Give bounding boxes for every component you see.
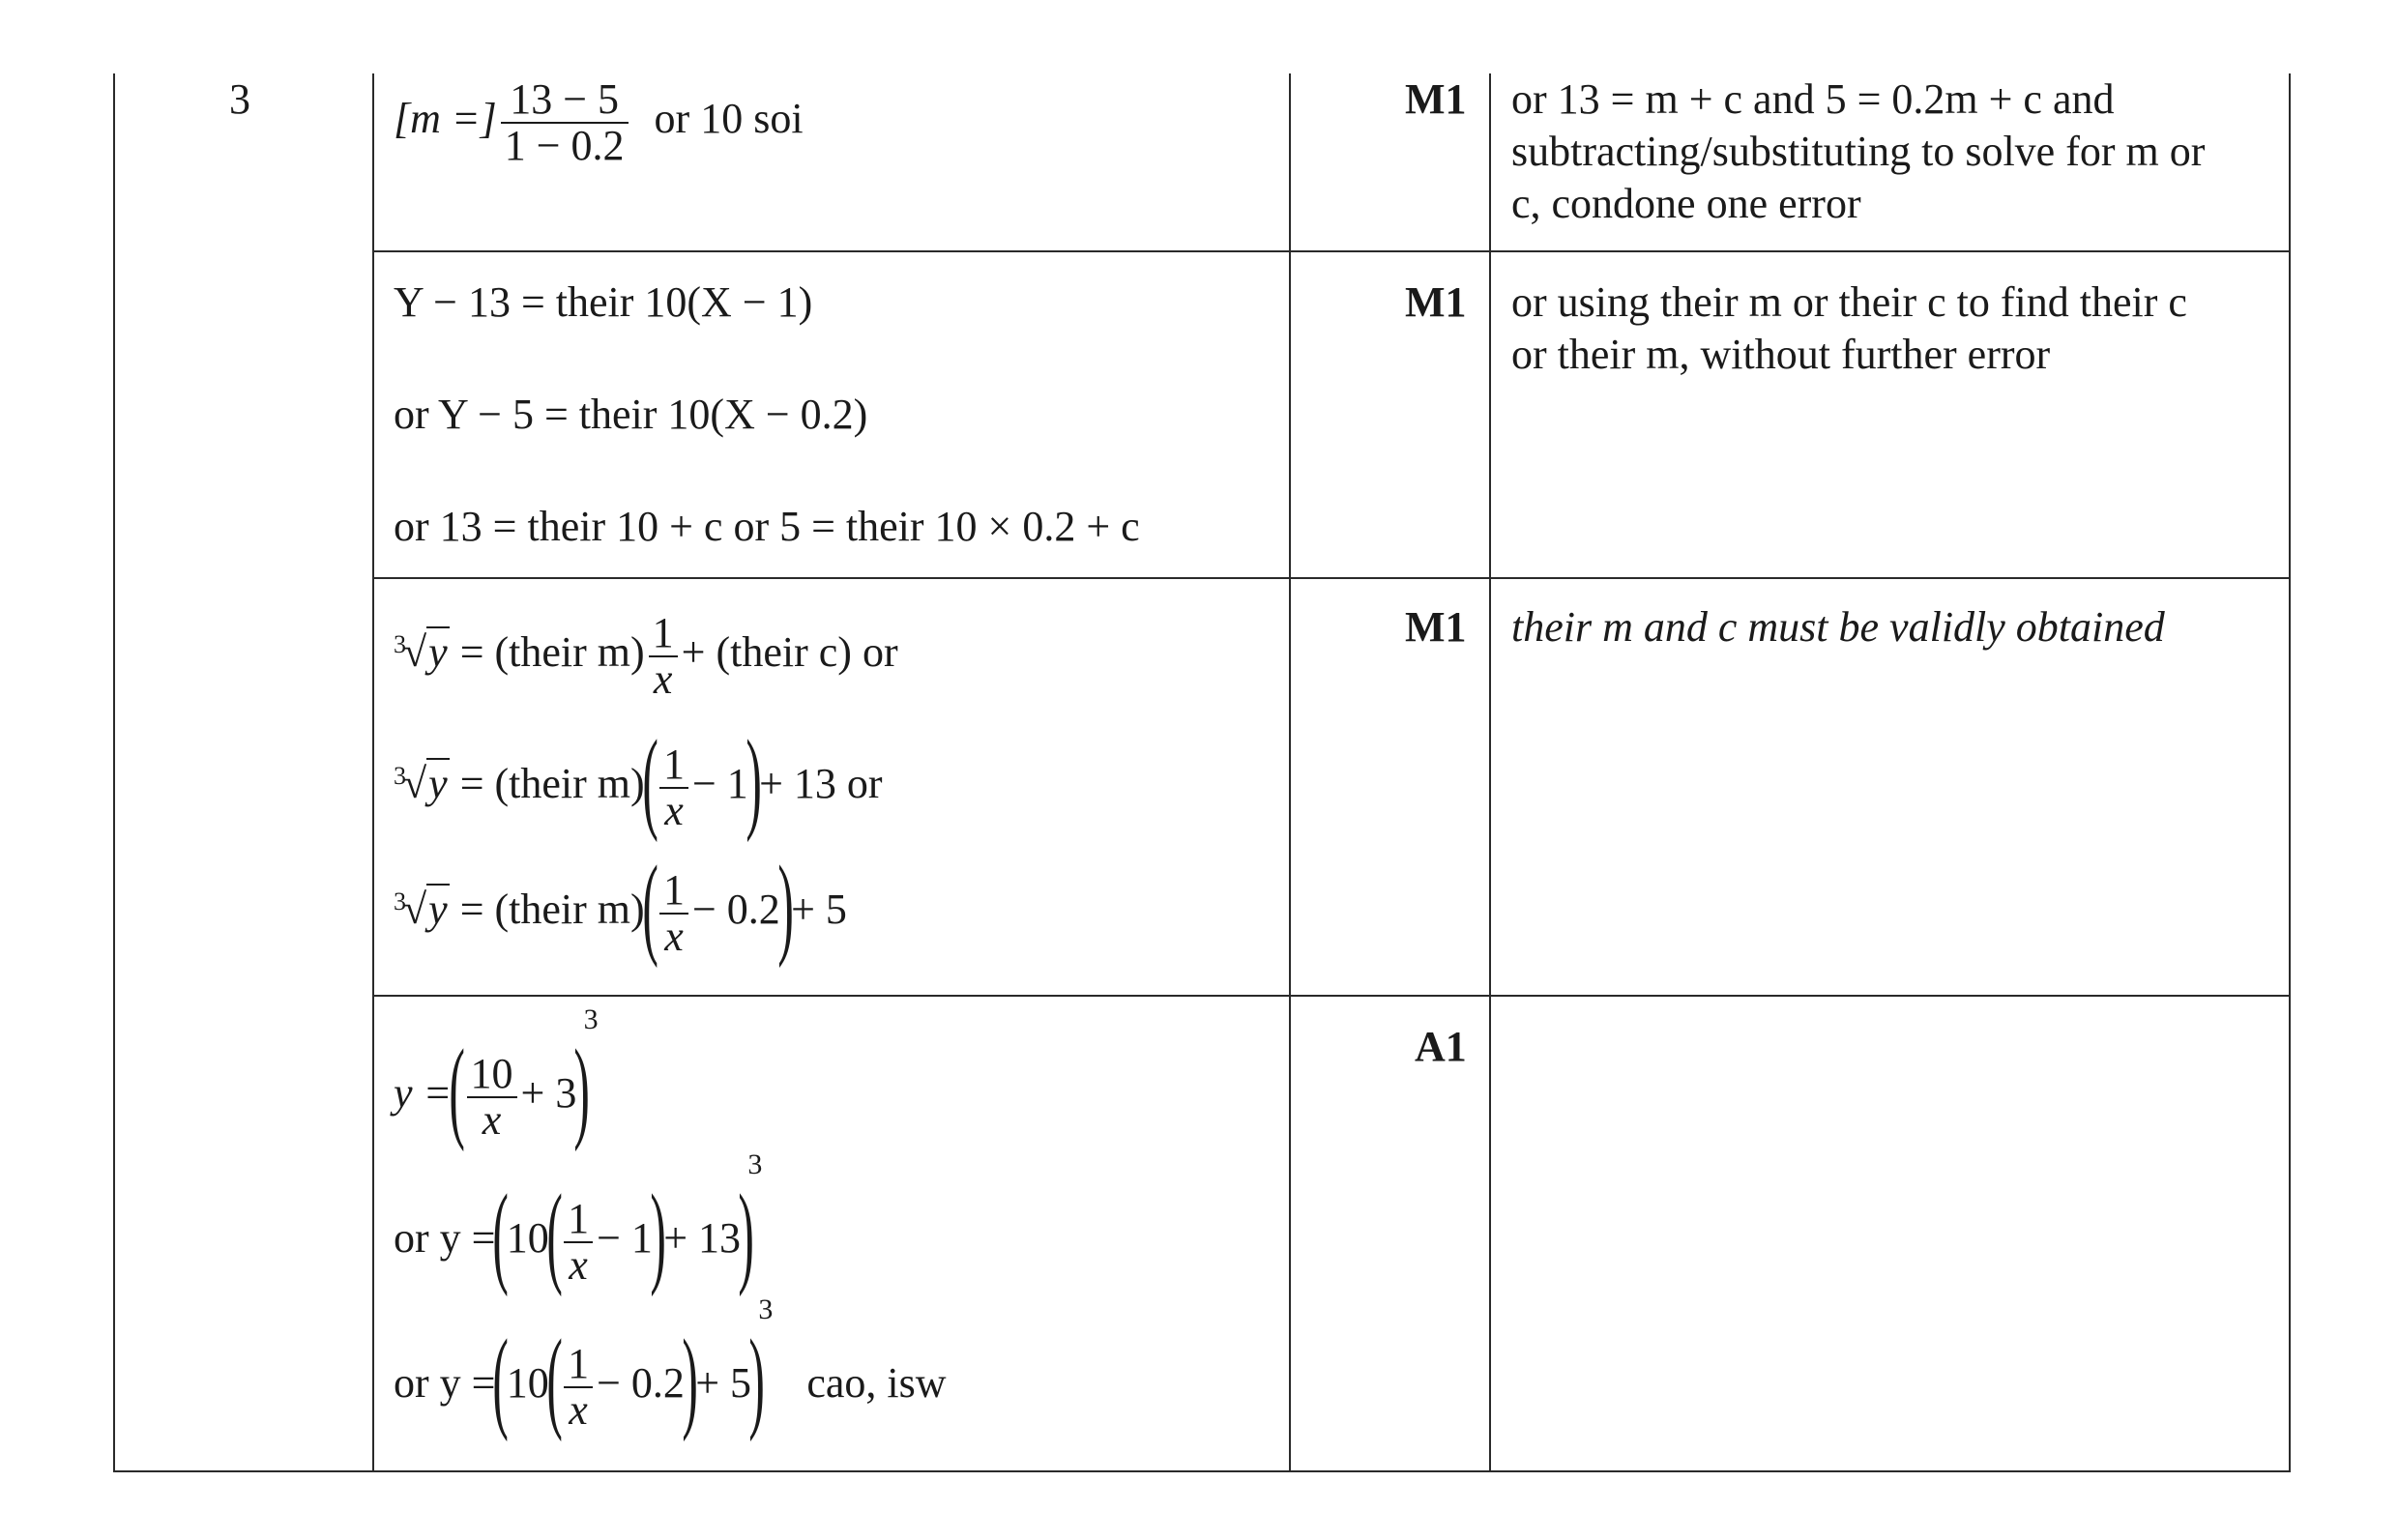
row4-l1-frac — [467, 1052, 517, 1143]
row2-answer-line1: Y − 13 = their 10(X − 1) — [394, 278, 813, 326]
row3-answer-line1 — [394, 611, 898, 702]
table-border-right — [2289, 73, 2291, 1472]
row3-l2-b: + 13 or — [759, 760, 883, 808]
row3-l3-in: − 0.2 — [691, 886, 780, 934]
row4-l3-post: + 5 — [695, 1359, 752, 1408]
row4-l1-in: + 3 — [520, 1069, 577, 1118]
row4-l2-num: 1 — [564, 1197, 593, 1243]
row2-mark: M1 — [1405, 278, 1467, 326]
row1-guidance-line3: c, condone one error — [1511, 180, 1861, 227]
row3-l2-in: − 1 — [691, 760, 748, 808]
table-border-left — [113, 73, 115, 1472]
column-divider-guidance — [1489, 73, 1491, 1472]
row2-answer-line2: or Y − 5 = their 10(X − 0.2) — [394, 391, 868, 438]
row4-l3-pre: or y = — [394, 1359, 496, 1408]
row4-l2-frac — [564, 1197, 593, 1288]
row3-l1-num: 1 — [649, 611, 678, 657]
row4-answer-line3: or y =(10( $\frac{1}{x}$ − 0.2)+ 5)$^3$ cao, isw — [394, 1293, 947, 1442]
row1-answer — [394, 77, 804, 168]
column-divider-marks — [1289, 73, 1291, 1472]
cube-root-3: 3 √y — [394, 884, 450, 936]
row3-l3-a: = (their m) — [459, 886, 645, 934]
row2-guidance-line2: or their m, without further error — [1511, 331, 2051, 378]
row3-mark: M1 — [1405, 603, 1467, 651]
row4-l1-power: 3 — [583, 1003, 599, 1035]
row3-l2-a: = (their m) — [459, 760, 645, 808]
row-divider-3 — [372, 995, 2289, 997]
row4-l1-num: 10 — [467, 1052, 517, 1098]
row4-l2-ten: 10 — [506, 1214, 549, 1263]
root-radicand-2: y — [428, 760, 448, 808]
row4-l3-power: 3 — [758, 1293, 774, 1325]
mark-scheme-table — [113, 73, 2289, 1472]
row3-answer-line3: 3 √y = (their m)( $\frac{1}{x}$ − 0.2)+ 5 — [394, 842, 847, 969]
row3-guidance: their m and c must be validly obtained — [1511, 603, 2165, 651]
row3-l3-frac — [659, 868, 688, 959]
row1-guidance-line2: subtracting/substituting to solve for m or — [1511, 128, 2206, 175]
row4-l3-den: x — [569, 1386, 588, 1434]
row2-answer-line3: or 13 = their 10 + c or 5 = their 10 × 0.2 + c — [394, 503, 1140, 550]
row2-guidance-line1: or using their m or their c to find their c — [1511, 278, 2187, 326]
row2-guidance — [1511, 276, 2275, 381]
row4-l2-power: 3 — [747, 1148, 763, 1180]
row3-answer-line2: 3 √y = (their m)( $\frac{1}{x}$ − 1)+ 13 or — [394, 716, 883, 843]
row3-l2-den: x — [664, 787, 684, 834]
question-number: 3 — [229, 75, 250, 123]
row1-answer-tail: or 10 soi — [654, 95, 804, 143]
row-divider-1 — [372, 250, 2289, 252]
row3-l3-den: x — [664, 913, 684, 960]
row4-l2-den: x — [569, 1241, 588, 1289]
row3-l3-num: 1 — [659, 868, 688, 915]
row4-l3-num: 1 — [564, 1342, 593, 1388]
row4-l3-ten: 10 — [506, 1359, 549, 1408]
row4-l2-post: + 13 — [663, 1214, 742, 1263]
row1-fraction — [501, 77, 629, 168]
row1-frac-den: 1 − 0.2 — [504, 122, 625, 169]
row1-bracket: [m =] — [394, 95, 497, 143]
root-radicand-3: y — [428, 886, 448, 934]
row3-l1-b: + (their c) or — [681, 628, 898, 677]
row1-mark: M1 — [1405, 75, 1467, 123]
table-border-bottom — [113, 1470, 2291, 1472]
row4-l1-pre: y = — [394, 1069, 453, 1118]
row3-l1-frac — [649, 611, 678, 702]
root-radicand: y — [428, 628, 448, 677]
row4-l3-in: − 0.2 — [597, 1359, 685, 1408]
row3-l1-a: = (their m) — [459, 628, 645, 677]
row1-guidance-line1: or 13 = m + c and 5 = 0.2m + c and — [1511, 75, 2115, 123]
row4-l1-den: x — [482, 1096, 502, 1144]
row1-guidance — [1511, 73, 2275, 230]
row4-answer-line1: y =( $\frac{10}{x}$ + 3)$^3$ — [394, 1003, 599, 1152]
row1-frac-num: 13 − 5 — [501, 77, 629, 124]
root-index-2: 3 — [394, 762, 406, 791]
row4-mark: A1 — [1415, 1023, 1467, 1070]
row4-answer-line2: or y =(10( $\frac{1}{x}$ − 1)+ 13)$^3$ — [394, 1148, 763, 1297]
column-divider-answer — [372, 73, 374, 1472]
row3-l2-num: 1 — [659, 742, 688, 789]
root-index: 3 — [394, 630, 406, 659]
root-index-3: 3 — [394, 887, 406, 916]
row4-l2-pre: or y = — [394, 1214, 496, 1263]
row4-l3-frac — [564, 1342, 593, 1433]
cube-root-2: 3 √y — [394, 758, 450, 810]
cube-root: 3 √y — [394, 626, 450, 679]
row4-l2-in: − 1 — [597, 1214, 653, 1263]
row3-l1-den: x — [653, 655, 673, 703]
row-divider-2 — [372, 577, 2289, 579]
row3-l2-frac — [659, 742, 688, 833]
row3-l3-b: + 5 — [791, 886, 847, 934]
row4-l3-tail: cao, isw — [806, 1359, 947, 1408]
